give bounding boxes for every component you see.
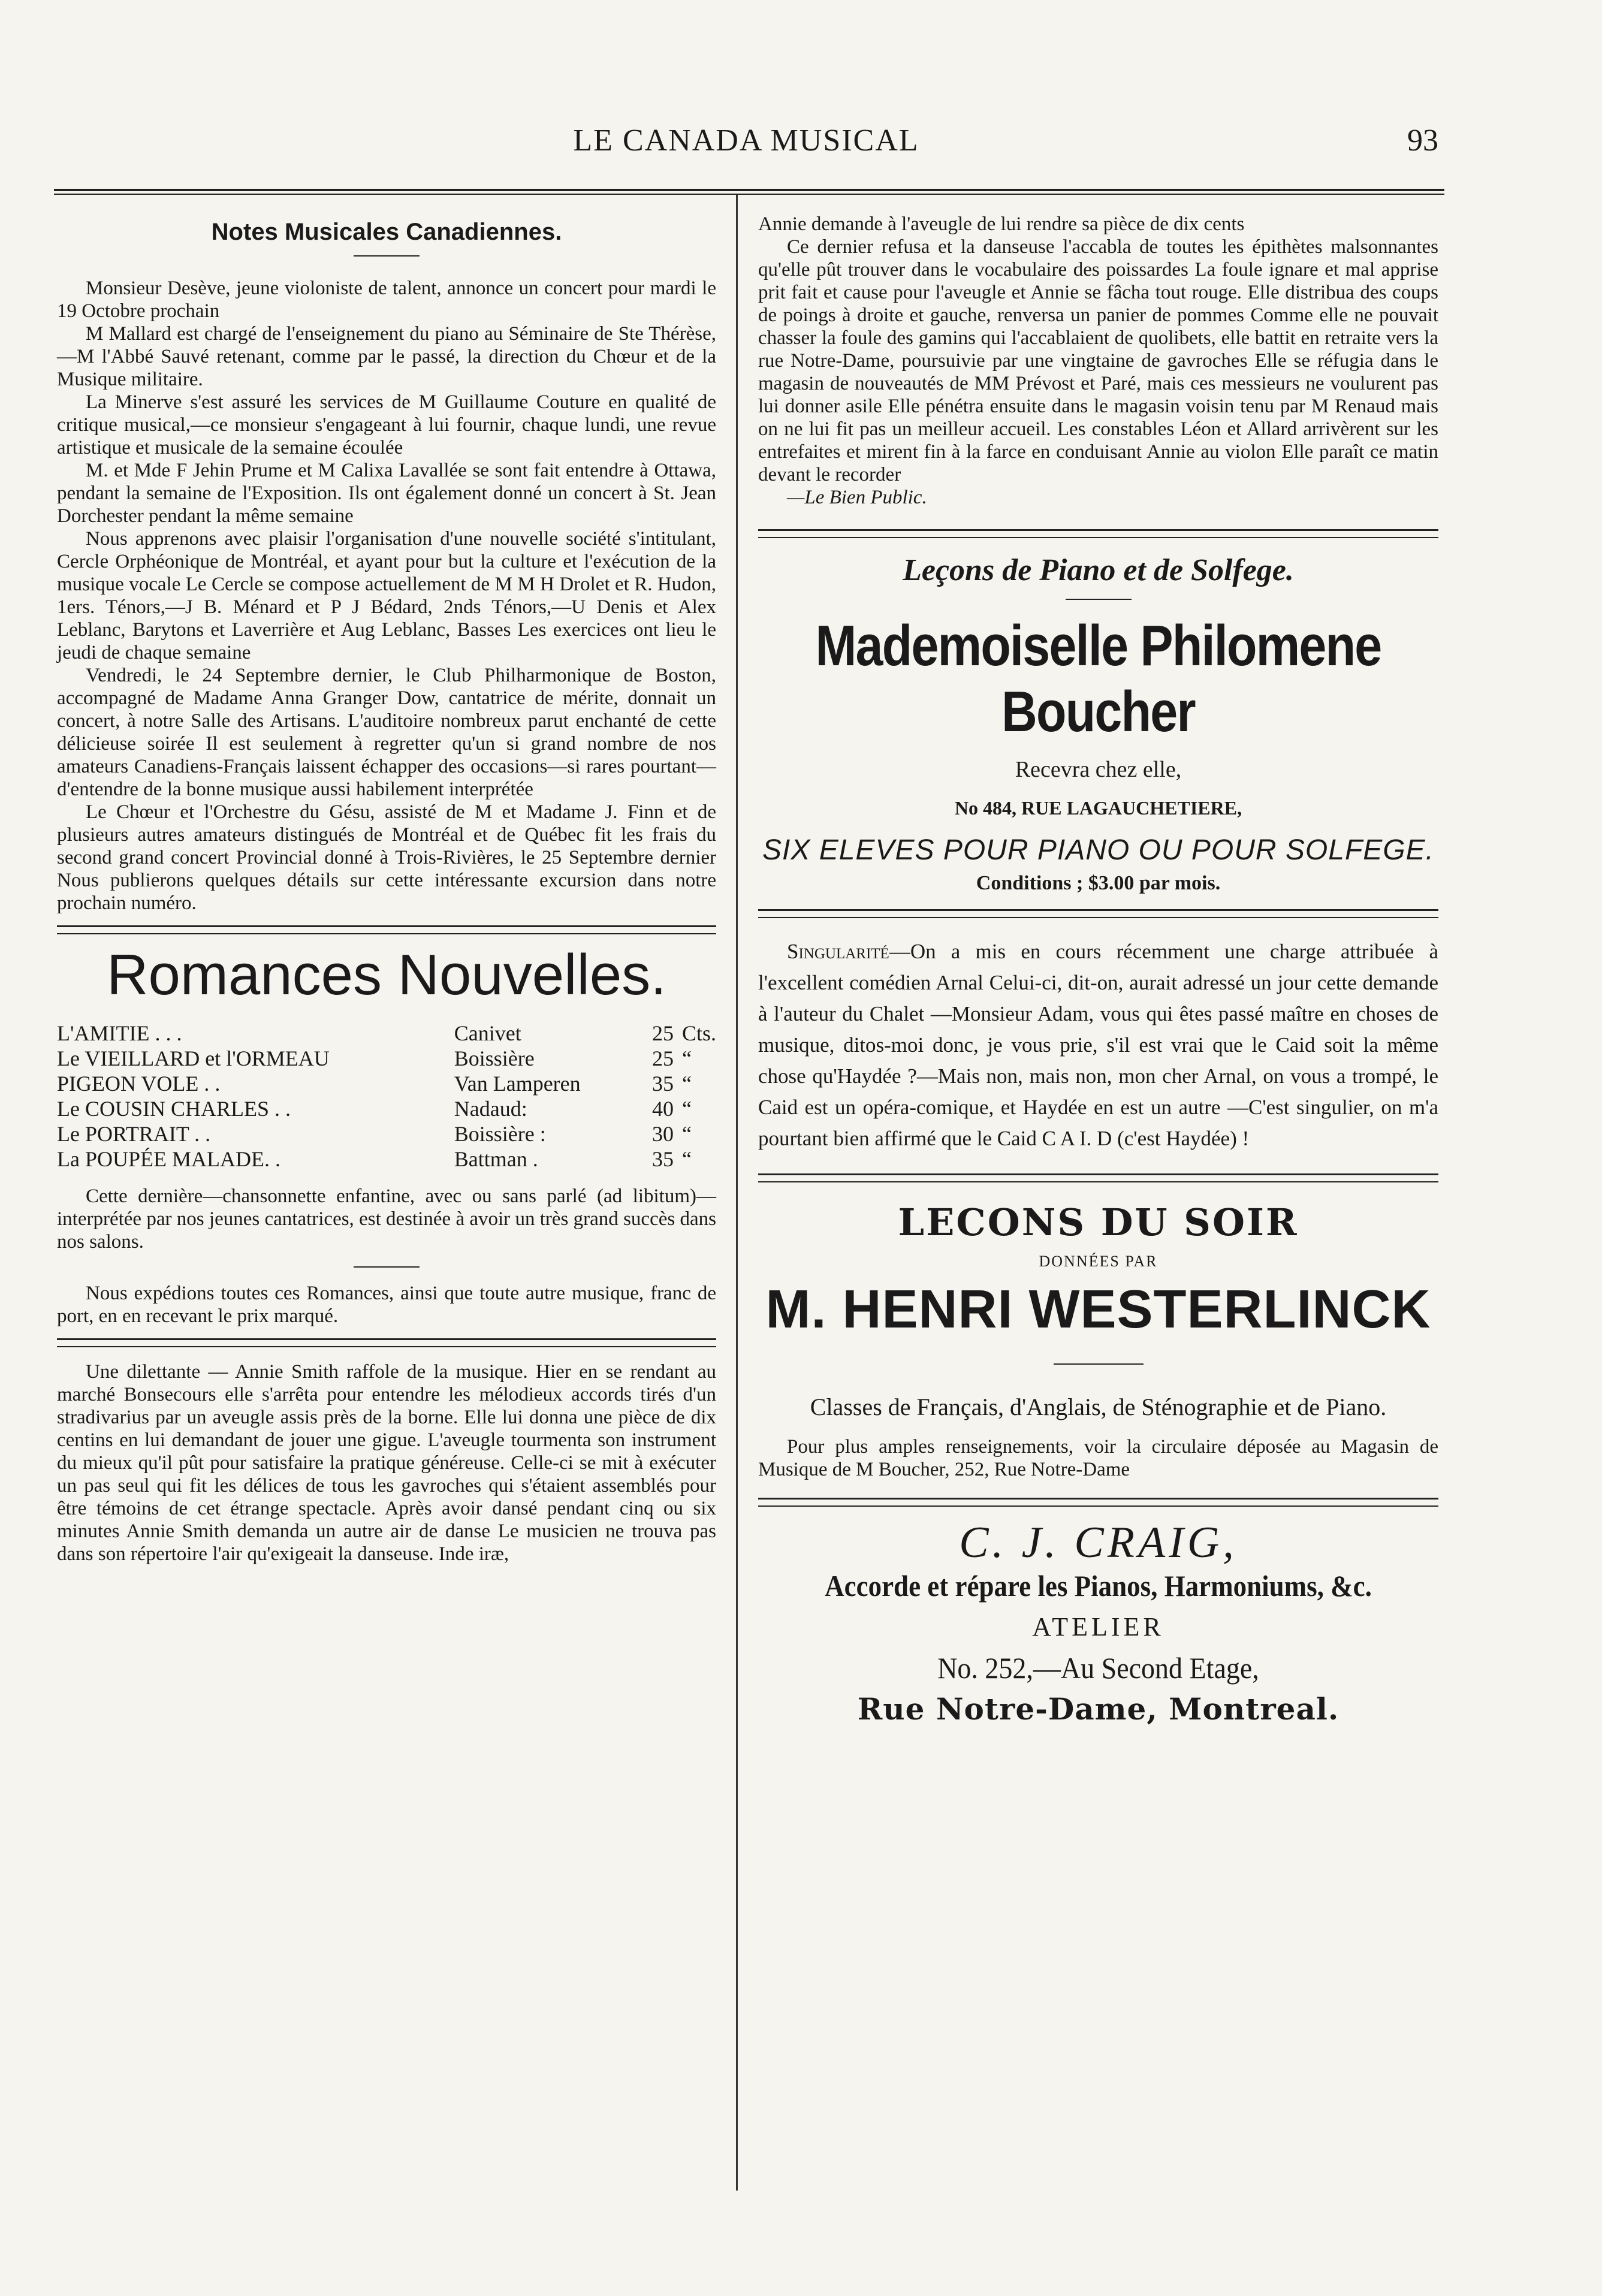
- header-rule: [54, 189, 1444, 191]
- romance-unit: “: [681, 1097, 692, 1121]
- dilettante-continuation: [758, 213, 1438, 509]
- lecons-piano-title: Leçons de Piano et de Solfege.: [903, 553, 1294, 587]
- dilettante-cont: Ce dernier refusa et la danseuse l'accabla de toutes les épithètes malsonnantes qu'elle pût trouver dans le vocabulaire des poissardes La foule ignare et mal apprise prit fait et cause pour l'aveugle et Annie se fâcha tout rouge. Elle distribua des coups de poings à droite et gauche, renversa un panier de pommes Comme elle ne pouvait chasser la foule des gamins qui l'accablaient de quolibets, elle battit en retraite vers la rue Notre-Dame, poursuivie par une vingtaine de gavroches Elle se réfugia dans le magasin de nouveautés de MM Prévost et Paré, mais ces messieurs ne voulurent pas lui donner asile Elle pénétra ensuite dans le magasin voisin tenu par M Renaud mais on ne lui fit pas un meilleur accueil. Les constables Léon et Allard arrivèrent sur les entrefaites et mirent fin à la farce en conduisant Annie au violon Elle paraît ce matin devant le recorder: [758, 236, 1438, 485]
- romance-author: Nadaud:: [454, 1097, 527, 1121]
- table-row: [57, 1147, 716, 1172]
- table-row: [57, 1121, 716, 1147]
- romance-unit: “: [681, 1122, 692, 1146]
- notes-paragraph: Vendredi, le 24 Septembre dernier, le Club Philharmonique de Boston, accompagné de Madame Anna Granger Dow, cantatrice de mérite, donnait un concert, à notre Salle des Artisans. L'auditoire nombreux parut enchanté de cette délicieuse soirée Il est seulement à regretter qu'un si grand nombre de nos amateurs Canadiens-Français laissent échapper des occasions—si rares pourtant—d'entendre de la bonne musique aussi habilement interprétée: [57, 665, 716, 800]
- romance-author: Van Lamperen: [454, 1072, 581, 1096]
- romance-title: PIGEON VOLE . .: [57, 1072, 221, 1096]
- column-separator: [736, 195, 738, 2191]
- notes-paragraph: La Minerve s'est assuré les services de M Guillaume Couture en qualité de critique musical,—ce monsieur s'engageant à lui fournir, chaque lundi, une revue artistique et musicale de la semaine écoulée: [57, 391, 716, 458]
- left-column: [57, 213, 716, 1565]
- singularite-label: Singularité: [787, 940, 889, 963]
- romances-note: Nous expédions toutes ces Romances, ainsi que toute autre musique, franc de port, en en recevant le prix marqué.: [57, 1283, 716, 1327]
- donnees-par: DONNÉES PAR: [1039, 1253, 1158, 1270]
- singularite-body: [758, 936, 1438, 1154]
- dilettante-paragraph: Une dilettante — Annie Smith raffole de la musique. Hier en se rendant au marché Bonsecours elle s'arrêta pour entendre les mélodieux accords tirés d'un stradivarius par un aveugle assis près de la borne. Elle lui donna une pièce de dix centins en lui demandant de jouer une gigue. L'aveugle tourmenta son instrument du mieux qu'il pût pour satisfaire la pratique généreuse. Celle-ci se mit à exécuter un pas seul qui fit les délices de tous les gavroches qui s'étaient assemblés pour être témoins de cet étrange spectacle. Après avoir dansé pendant cinq ou six minutes Annie Smith demanda un autre air de danse Le musicien ne trouva pas dans son répertoire l'air qu'exigeait la danseuse. Inde iræ,: [57, 1361, 716, 1565]
- romance-price: 25: [651, 1046, 674, 1070]
- henri-westerlinck: M. HENRI WESTERLINCK: [765, 1280, 1431, 1339]
- romance-author: Canivet: [454, 1021, 521, 1045]
- header-rule-thin: [54, 194, 1444, 195]
- notes-paragraph: Le Chœur et l'Orchestre du Gésu, assisté de M et Madame J. Finn et de plusieurs autres amateurs distingués de Montréal et de Québec fit les frais du second grand concert Provincial donné à Trois-Rivières, le 25 Septembre dernier Nous publierons quelques détails sur cette intéressante excursion dans notre prochain numéro.: [57, 801, 716, 914]
- section-divider: [57, 1338, 716, 1347]
- craig-address: No. 252,—Au Second Etage,: [937, 1651, 1259, 1685]
- classes-line: Classes de Français, d'Anglais, de Sténographie et de Piano.: [810, 1393, 1387, 1420]
- romance-author: Battman .: [454, 1147, 538, 1171]
- section-divider: [758, 1498, 1438, 1507]
- dilettante-body: [57, 1360, 716, 1565]
- romance-price: 40: [651, 1097, 674, 1121]
- table-row: [57, 1071, 716, 1096]
- romance-price: 30: [651, 1122, 674, 1146]
- notes-paragraph: M. et Mde F Jehin Prume et M Calixa Lavallée se sont fait entendre à Ottawa, pendant la semaine de l'Exposition. Ils ont également donné un concert à St. Jean Dorchester pendant la même semaine: [57, 460, 716, 527]
- publication-title: LE CANADA MUSICAL: [573, 123, 919, 158]
- dilettante-source: —Le Bien Public.: [787, 487, 927, 508]
- romance-price: 35: [651, 1072, 674, 1096]
- romances-notes: [57, 1185, 716, 1327]
- craig-atelier: ATELIER: [1032, 1612, 1164, 1642]
- notes-paragraph: Nous apprenons avec plaisir l'organisation d'une nouvelle société s'intitulant, Cercle Orphéonique de Montréal, et ayant pour but la culture et l'exécution de la musique vocale Le Cercle se compose actuellement de M M H Drolet et R. Hudon, 1ers. Ténors,—J B. Ménard et P J Bédard, 2nds Ténors,—U Denis et Alex Leblanc, Barytons et Laverrière et Aug Leblanc, Basses Les exercices ont lieu le jeudi de chaque semaine: [57, 528, 716, 663]
- conditions-line: Conditions ; $3.00 par mois.: [976, 872, 1221, 894]
- title-rule: [1066, 599, 1132, 600]
- romance-author: Boissière: [454, 1046, 535, 1070]
- romance-unit: “: [681, 1046, 692, 1070]
- romance-title: Le VIEILLARD et l'ORMEAU: [57, 1046, 330, 1070]
- page-header: [54, 123, 1438, 165]
- section-divider: [758, 1173, 1438, 1182]
- romances-table: [57, 1021, 716, 1172]
- romance-author: Boissière :: [454, 1122, 546, 1146]
- right-column: [758, 213, 1438, 1727]
- title-rule: [1054, 1363, 1144, 1365]
- romance-title: La POUPÉE MALADE. .: [57, 1147, 280, 1171]
- romance-title: L'AMITIE . . .: [57, 1021, 182, 1045]
- table-row: [57, 1046, 716, 1071]
- notes-paragraph: Monsieur Desève, jeune violoniste de talent, annonce un concert pour mardi le 19 Octobre prochain: [57, 277, 716, 322]
- romance-title: Le COUSIN CHARLES . .: [57, 1097, 291, 1121]
- romance-price: 35: [651, 1147, 674, 1171]
- romance-unit: “: [681, 1072, 692, 1096]
- romance-title: Le PORTRAIT . .: [57, 1122, 211, 1146]
- romances-note: Cette dernière—chansonnette enfantine, avec ou sans parlé (ad libitum)—interprétée par nos jeunes cantatrices, est destinée à avoir un très grand succès dans nos salons.: [57, 1185, 716, 1253]
- title-rule: [354, 255, 420, 257]
- notes-title: Notes Musicales Canadiennes.: [211, 219, 562, 245]
- romances-title: Romances Nouvelles.: [107, 943, 666, 1007]
- craig-street: Rue Notre-Dame, Montreal.: [857, 1691, 1339, 1727]
- recevra-line: Recevra chez elle,: [1015, 757, 1182, 782]
- notes-body: [57, 277, 716, 915]
- teacher-address: No 484, RUE LAGAUCHETIERE,: [954, 797, 1242, 819]
- info-line: Pour plus amples renseignements, voir la circulaire déposée au Magasin de Musique de M Boucher, 252, Rue Notre-Dame: [758, 1436, 1438, 1480]
- teacher-name: Mademoiselle Philomene Boucher: [815, 614, 1381, 744]
- section-divider: [57, 925, 716, 934]
- dilettante-cont: Annie demande à l'aveugle de lui rendre sa pièce de dix cents: [758, 213, 1245, 235]
- section-divider: [758, 529, 1438, 538]
- page-number: 93: [1407, 123, 1438, 158]
- romance-unit: “: [681, 1147, 692, 1171]
- romance-unit: Cts.: [681, 1021, 716, 1045]
- info-body: [758, 1435, 1438, 1481]
- lecons-soir-title: LECONS DU SOIR: [898, 1200, 1299, 1244]
- offer-line: SIX ELEVES POUR PIANO OU POUR SOLFEGE.: [762, 834, 1434, 866]
- note-rule: [354, 1266, 420, 1268]
- craig-service: Accorde et répare les Pianos, Harmoniums, &c.: [825, 1569, 1372, 1603]
- section-divider: [758, 909, 1438, 918]
- romance-price: 25: [651, 1021, 674, 1045]
- singularite-text: —On a mis en cours récemment une charge attribuée à l'excellent comédien Arnal Celui-ci, dit-on, aurait adressé un jour cette demande à l'auteur du Chalet —Monsieur Adam, vous qui êtes passé maître en choses de musique, ditos-moi donc, je vous prie, s'il est vrai que le Caid soit la même chose qu'Haydée ?—Mais non, mais non, mon cher Arnal, on vous a trompé, le Caid est un opéra-comique, et Haydée en est un autre —C'est singulier, on m'a pourtant bien affirmé que le Caid C A I. D (c'est Haydée) !: [758, 940, 1438, 1150]
- table-row: [57, 1021, 716, 1046]
- notes-paragraph: M Mallard est chargé de l'enseignement du piano au Séminaire de Ste Thérèse,—M l'Abbé Sauvé retenant, comme par le passé, la direction du Chœur et de la Musique militaire.: [57, 323, 716, 390]
- craig-name: C. J. CRAIG,: [959, 1518, 1238, 1567]
- table-row: [57, 1096, 716, 1121]
